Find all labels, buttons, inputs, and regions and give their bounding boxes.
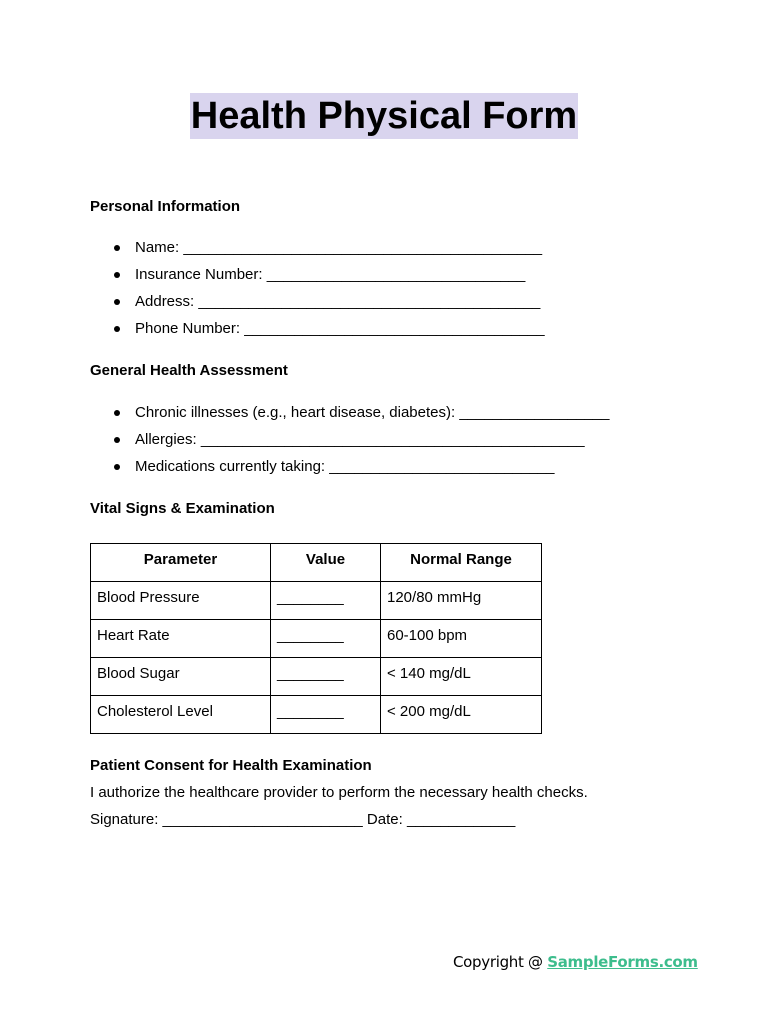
vital-signs-heading: Vital Signs & Examination (90, 500, 275, 517)
field-medications: Medications currently taking: ___________________________ (135, 458, 555, 475)
parameter-cell: Blood Pressure (91, 582, 271, 620)
value-cell[interactable]: ________ (271, 620, 381, 658)
vital-signs-table (90, 543, 542, 734)
bullet-icon (114, 299, 120, 305)
bullet-icon (114, 326, 120, 332)
table-row (91, 582, 542, 620)
table-row (91, 658, 542, 696)
parameter-cell: Cholesterol Level (91, 696, 271, 734)
value-cell[interactable]: ________ (271, 582, 381, 620)
list-item[interactable] (90, 453, 610, 480)
list-item[interactable] (90, 426, 610, 453)
parameter-cell: Heart Rate (91, 620, 271, 658)
title-container (0, 93, 768, 139)
parameter-cell: Blood Sugar (91, 658, 271, 696)
field-insurance-number: Insurance Number: _______________________________ (135, 266, 526, 283)
column-header-value: Value (271, 544, 381, 582)
normal-range-cell: 120/80 mmHg (381, 582, 542, 620)
bullet-icon (114, 437, 120, 443)
page-title: Health Physical Form (190, 95, 578, 137)
copyright-notice (453, 953, 698, 971)
list-item[interactable] (90, 234, 545, 261)
table-row (91, 620, 542, 658)
value-cell[interactable]: ________ (271, 696, 381, 734)
normal-range-cell: < 200 mg/dL (381, 696, 542, 734)
consent-statement: I authorize the healthcare provider to perform the necessary health checks. (90, 784, 588, 801)
personal-information-heading: Personal Information (90, 198, 241, 215)
bullet-icon (114, 245, 120, 251)
field-phone-number: Phone Number: ____________________________________ (135, 320, 545, 337)
list-item[interactable] (90, 399, 610, 426)
list-item[interactable] (90, 261, 545, 288)
normal-range-cell: < 140 mg/dL (381, 658, 542, 696)
field-allergies: Allergies: ______________________________________________ (135, 431, 585, 448)
bullet-icon (114, 464, 120, 470)
field-name: Name: ___________________________________________ (135, 239, 543, 256)
table-header-row (91, 544, 542, 582)
table-row (91, 696, 542, 734)
list-item[interactable] (90, 315, 545, 342)
bullet-icon (114, 410, 120, 416)
field-chronic-illnesses: Chronic illnesses (e.g., heart disease, diabetes): __________________ (135, 404, 610, 421)
list-item[interactable] (90, 288, 545, 315)
value-cell[interactable]: ________ (271, 658, 381, 696)
signature-date-line[interactable]: Signature: ________________________ Date: _____________ (90, 811, 516, 828)
general-health-heading: General Health Assessment (90, 362, 288, 379)
column-header-normal-range: Normal Range (381, 544, 542, 582)
copyright-prefix: Copyright @ (453, 953, 548, 971)
personal-information-list (90, 234, 545, 342)
field-address: Address: _________________________________________ (135, 293, 541, 310)
general-health-list (90, 399, 610, 480)
bullet-icon (114, 272, 120, 278)
column-header-parameter: Parameter (91, 544, 271, 582)
consent-heading: Patient Consent for Health Examination (90, 757, 372, 774)
normal-range-cell: 60-100 bpm (381, 620, 542, 658)
sampleforms-link[interactable]: SampleForms.com (547, 953, 698, 971)
